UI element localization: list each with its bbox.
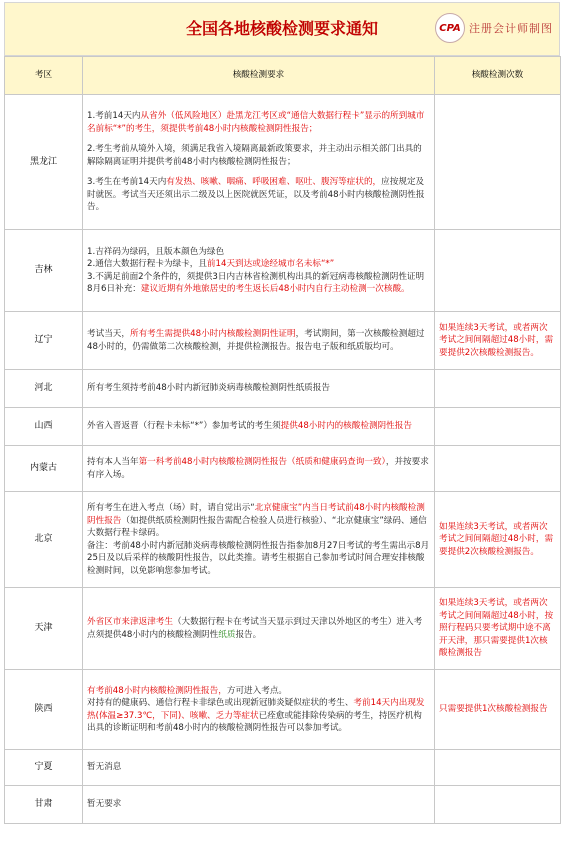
req-paragraph: 2.考生考前从境外入境，须满足我省入境隔离最新政策要求，并主动出示相关部门出具的解除隔离证明并提供考前48小时内核酸检测阴性报告；	[87, 144, 422, 167]
req-highlight: 提供48小时内的核酸检测阴性报告	[280, 421, 412, 432]
req-highlight: ”内当日考试前48小时内核酸检测阴性报告	[87, 503, 425, 526]
region-cell: 河北	[5, 370, 83, 408]
req-paragraph	[87, 697, 430, 735]
table-row	[5, 670, 561, 750]
requirement-cell	[83, 670, 435, 750]
count-cell	[435, 786, 561, 824]
req-text: 外省入晋返晋（行程卡未标“*”）参加考试的考生须	[87, 421, 281, 432]
requirement-cell	[83, 230, 435, 312]
col-header-region: 考区	[5, 57, 83, 95]
region-cell: 北京	[5, 492, 83, 588]
req-text: 已痊愈或能排除传染病的考生，持医疗机构出具的诊断证明和考前48小时内的核酸检测阴性报告可以参加考试。	[87, 710, 422, 733]
req-highlight: 有考前48小时内核酸检测阴性报告，	[87, 685, 227, 696]
req-paragraph: 3.不满足前面2个条件的，须提供3日内吉林省检测机构出具的新冠病毒核酸检测阴性证明	[87, 271, 425, 282]
requirement-cell: 所有考生须持考前48小时内新冠肺炎病毒核酸检测阴性纸质报告	[83, 370, 435, 408]
table-row	[5, 750, 561, 786]
req-text: 对持有的健康码、通信行程卡非绿色或出现新冠肺炎疑似症状的考生、	[87, 698, 354, 708]
req-highlight: 前14天到达或途经城市名未标“*”	[206, 259, 335, 269]
requirement-cell: 暂无消息	[83, 750, 435, 786]
req-highlight: 第一科考前48小时内核酸检测阴性报告（纸质和健康码查询一致）	[138, 457, 386, 467]
req-text: 方可进入考点。	[226, 685, 288, 696]
req-text: ，考试期间，第一次核酸检测超过48小时的，仍需做第二次核酸检测，并提供检测报告。报告电子版和纸质版均可。	[87, 329, 425, 352]
req-text: 2.通信大数据行程卡为绿卡，且	[87, 259, 207, 269]
requirement-cell	[83, 492, 435, 588]
req-highlight: 考前14天内出现发热(体温≥37.3℃，下同)、咳嗽、乏力等症状	[87, 698, 425, 721]
req-paragraph	[87, 685, 430, 698]
col-header-requirement: 核酸检测要求	[83, 57, 435, 95]
requirement-cell: 暂无要求	[83, 786, 435, 824]
req-paragraph	[87, 502, 430, 540]
region-cell: 内蒙古	[5, 446, 83, 492]
count-cell: 如果连续3天考试，或者两次考试之间间隔超过48小时，按照行程码只要考试期中途不离开天津，那只需要提供1次核酸检测报告	[435, 588, 561, 670]
count-cell	[435, 408, 561, 446]
req-text: 报告。	[235, 629, 262, 640]
table-row	[5, 370, 561, 408]
region-cell: 辽宁	[5, 312, 83, 370]
table-row	[5, 95, 561, 230]
count-cell	[435, 95, 561, 230]
req-text: 持有本人当年	[87, 457, 139, 467]
table-header-row	[5, 57, 561, 95]
region-cell: 黑龙江	[5, 95, 83, 230]
requirement-cell	[83, 588, 435, 670]
count-cell	[435, 230, 561, 312]
logo-badge-text: CPA	[439, 22, 461, 34]
region-cell: 天津	[5, 588, 83, 670]
table-row	[5, 230, 561, 312]
table-row	[5, 312, 561, 370]
req-paragraph	[87, 176, 430, 214]
region-cell: 山西	[5, 408, 83, 446]
req-text: 所有考生在进入考点（场）时，请自觉出示“	[87, 503, 255, 513]
table-row	[5, 446, 561, 492]
req-text: （大数据行程卡在考试当天显示到过天津以外地区的考生）进入考点须提供48小时内的核酸检测阴性	[87, 617, 423, 640]
req-paragraph	[87, 258, 430, 271]
requirement-cell	[83, 312, 435, 370]
req-paragraph: 1.吉祥码为绿码，且版本颜色为绿色	[87, 246, 225, 257]
table-row	[5, 588, 561, 670]
col-header-count: 核酸检测次数	[435, 57, 561, 95]
cpa-badge-icon	[435, 13, 465, 43]
count-cell: 如果连续3天考试，或者两次考试之间间隔超过48小时，需要提供2次核酸检测报告。	[435, 492, 561, 588]
req-highlight: 有发热、咳嗽、咽痛、呼吸困难、呕吐、腹泻等症状的，	[166, 177, 382, 188]
req-green-text: 纸质	[218, 629, 236, 640]
req-highlight: 外省区市来津返津考生	[87, 617, 173, 627]
table-row	[5, 492, 561, 588]
region-cell: 陕西	[5, 670, 83, 750]
requirement-cell	[83, 408, 435, 446]
count-cell: 只需要提供1次核酸检测报告	[435, 670, 561, 750]
table-row	[5, 408, 561, 446]
req-text: 考试当天，	[87, 329, 130, 339]
req-highlight: 从省外（低风险地区）赴黑龙江考区或“通信大数据行程卡”显示的所到城市名前标“*”的考生，须提供考前48小时内核酸检测阴性报告；	[87, 111, 425, 134]
count-cell	[435, 446, 561, 492]
header-banner	[4, 2, 560, 56]
requirement-cell	[83, 95, 435, 230]
req-highlight: 建议近期有外地旅居史的考生返长后48小时内自行主动检测一次核酸。	[140, 284, 410, 294]
req-text: （如提供纸质检测阴性报告需配合检验人员进行核验）、“北京健康宝”绿码、通信大数据行程卡绿码。	[87, 515, 427, 538]
req-highlight: 北京健康宝	[254, 503, 298, 513]
req-paragraph: 备注：考前48小时内新冠肺炎病毒核酸检测阴性报告指参加8月27日考试的考生需出示8月25日及以后采样的核酸阴性报告，以此类推。请考生根据自己参加考试时间合理安排核酸检测时间，以免影响您参加考试。	[87, 540, 430, 576]
logo-caption: 注册会计师制图	[469, 22, 553, 35]
table-row	[5, 786, 561, 824]
cpa-logo	[435, 13, 553, 43]
count-cell	[435, 370, 561, 408]
req-paragraph	[87, 110, 430, 135]
req-paragraph	[87, 283, 430, 296]
page-title: 全国各地核酸检测要求通知	[185, 19, 378, 38]
count-cell	[435, 750, 561, 786]
region-cell: 吉林	[5, 230, 83, 312]
req-text: 8月6日补充：	[87, 284, 141, 294]
requirements-table	[4, 56, 561, 824]
region-cell: 甘肃	[5, 786, 83, 824]
req-text: ，并按要求有序入场。	[87, 457, 429, 480]
count-cell: 如果连续3天考试，或者两次考试之间间隔超过48小时，需要提供2次核酸检测报告。	[435, 312, 561, 370]
req-text: 应按规定及时就医。考试当天还须出示二级及以上医院就医凭证，以及考前48小时内核酸检测阴性报告。	[87, 177, 425, 213]
requirement-cell	[83, 446, 435, 492]
region-cell: 宁夏	[5, 750, 83, 786]
req-highlight: 所有考生需提供48小时内核酸检测阴性证明	[129, 329, 296, 339]
req-text: 3.考生在考前14天内	[87, 177, 167, 188]
req-text: 1.考前14天内	[87, 111, 141, 122]
